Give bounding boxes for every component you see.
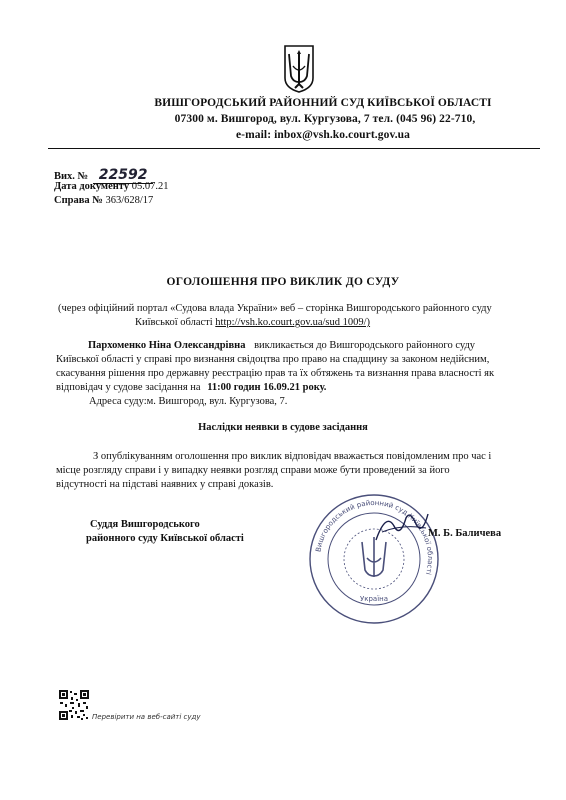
case-number-row xyxy=(54,195,153,206)
consequences-line-3: відсутності на підставі наявних у справі доказів. xyxy=(56,479,274,490)
outgoing-number-handwritten: 22592 xyxy=(93,167,154,184)
coat-of-arms-icon xyxy=(283,44,315,94)
stamp-outer-text: Вишгородський районний суд Київської області xyxy=(314,498,435,576)
court-email: e-mail: inbox@vsh.ko.court.gov.ua xyxy=(235,129,411,141)
handwritten-signature xyxy=(372,506,432,546)
date-value: 05.07.21 xyxy=(131,181,169,192)
body-line-4 xyxy=(56,381,556,395)
consequences-line-2: місце розгляду справи і у випадку неявки розгляд справи може бути проведений за його xyxy=(56,465,450,476)
judge-title-line-2: районного суду Київської області xyxy=(86,533,244,544)
header-divider xyxy=(48,148,540,149)
court-website-link[interactable]: http://vsh.ko.court.gov.ua/sud 1009/) xyxy=(215,317,371,328)
hearing-time: 11:00 годин 16.09.21 року. xyxy=(207,382,327,393)
court-address-line: Адреса суду:м. Вишгород, вул. Кургузова, 7. xyxy=(89,396,288,407)
subtitle-prefix: Київської області xyxy=(135,317,213,328)
judge-title-line-1: Суддя Вишгородського xyxy=(90,519,200,530)
person-name: Пархоменко Ніна Олександрівна xyxy=(88,340,246,351)
date-label: Дата документу xyxy=(54,181,130,192)
document-date-row xyxy=(54,181,168,192)
qr-caption: Перевірити на веб-сайті суду xyxy=(92,713,201,721)
case-label: Справа № xyxy=(54,195,103,206)
subtitle-line-2 xyxy=(135,316,535,330)
court-address: 07300 м. Вишгород, вул. Кургузова, 7 тел. (045 96) 22-710, xyxy=(174,113,476,125)
body-line-1-rest: викликається до Вишгородського районного суду xyxy=(254,340,476,351)
body-line-2: Київської області у справі про визнання свідоцтва про право на спадщину за законом недійсним, xyxy=(56,354,490,365)
stamp-inner-text: Україна xyxy=(359,595,389,603)
subtitle-line-1: (через офіційний портал «Судова влада України» веб – сторінка Вишгородського районного суду xyxy=(58,303,492,314)
court-name: ВИШГОРОДСЬКИЙ РАЙОННИЙ СУД КИЇВСЬКОЇ ОБЛАСТІ xyxy=(154,97,492,109)
case-value: 363/628/17 xyxy=(105,195,154,206)
consequences-heading: Наслідки неявки в судове засідання xyxy=(198,422,368,433)
outgoing-label: Вих. № xyxy=(54,171,89,182)
body-line-3: скасування рішення про державну реєстрацію прав та їх обтяжень та визнання права власності як xyxy=(56,368,495,379)
announcement-title: ОГОЛОШЕННЯ ПРО ВИКЛИК ДО СУДУ xyxy=(166,276,400,288)
judge-name: М. Б. Баличева xyxy=(428,528,502,539)
body-line-4-prefix: відповідач у судове засідання на xyxy=(56,382,201,393)
body-line-1 xyxy=(88,339,543,353)
consequences-line-1: З опублікуванням оголошення про виклик відповідач вважається повідомленим про час і xyxy=(93,451,492,462)
qr-code xyxy=(58,689,90,721)
